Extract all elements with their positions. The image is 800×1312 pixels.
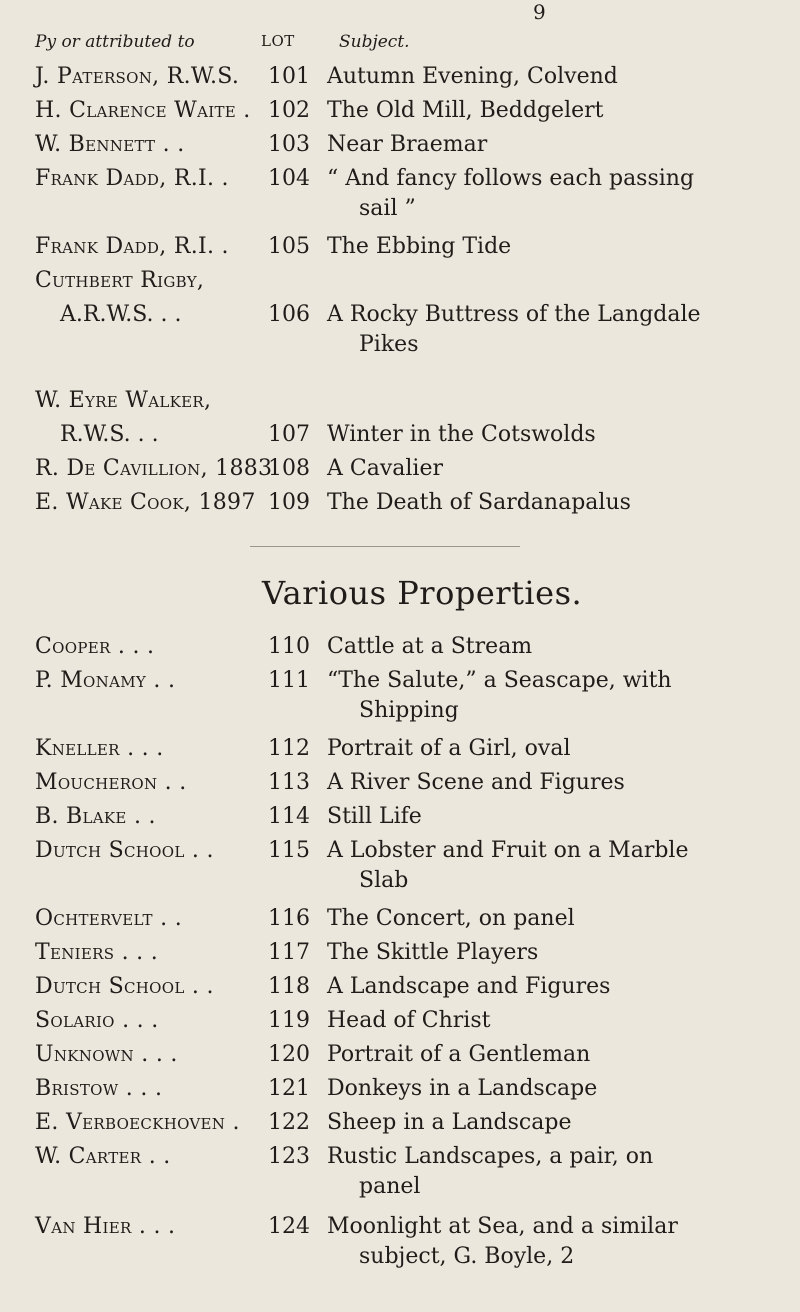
lot-subject: A Cavalier — [327, 456, 443, 481]
artist-name: H. Clarence Waite . — [35, 98, 251, 123]
lot-number: 108 — [268, 456, 310, 481]
lot-subject: Donkeys in a Landscape — [327, 1076, 598, 1101]
list-item — [0, 904, 800, 938]
lot-number: 122 — [268, 1110, 310, 1135]
artist-name: Ochtervelt . . — [35, 906, 183, 931]
list-item — [0, 1212, 800, 1276]
lot-subject — [327, 1212, 767, 1272]
artist-name: R.W.S. . . — [60, 422, 159, 447]
list-item — [0, 96, 800, 130]
lot-subject: Winter in the Cotswolds — [327, 422, 596, 447]
artist-name: A.R.W.S. . . — [60, 302, 182, 327]
artist-name: Solario . . . — [35, 1008, 159, 1033]
lot-subject: The Concert, on panel — [327, 906, 575, 931]
artist-name: P. Monamy . . — [35, 668, 176, 693]
list-item — [0, 62, 800, 96]
lot-number: 120 — [268, 1042, 310, 1067]
lot-subject: Still Life — [327, 804, 422, 829]
list-item — [0, 488, 800, 522]
lot-number: 107 — [268, 422, 310, 447]
artist-name: Dutch School . . — [35, 974, 214, 999]
header-artist: Py or attributed to — [35, 32, 195, 52]
lot-subject — [327, 836, 767, 896]
list-item — [0, 938, 800, 972]
header-subject: Subject. — [339, 32, 410, 52]
list-item — [0, 734, 800, 768]
artist-name: Frank Dadd, R.I. . — [35, 234, 229, 259]
lot-subject — [327, 666, 767, 726]
lot-subject: A Landscape and Figures — [327, 974, 611, 999]
lot-subject: The Ebbing Tide — [327, 234, 512, 259]
section-title: Various Properties. — [262, 574, 583, 612]
lot-number: 118 — [268, 974, 310, 999]
artist-name: Unknown . . . — [35, 1042, 178, 1067]
subject-line-2: Shipping — [359, 698, 459, 723]
artist-name: Bristow . . . — [35, 1076, 163, 1101]
subject-line-1: “ And fancy follows each passing — [327, 166, 695, 191]
list-item — [0, 768, 800, 802]
lot-number: 119 — [268, 1008, 310, 1033]
list-item — [0, 454, 800, 488]
section-divider — [250, 546, 520, 547]
lot-subject: Portrait of a Gentleman — [327, 1042, 591, 1067]
lot-subject: A River Scene and Figures — [327, 770, 625, 795]
artist-name: E. Wake Cook, 1897 — [35, 490, 256, 515]
lot-number: 117 — [268, 940, 310, 965]
list-item — [0, 266, 800, 300]
lot-number: 113 — [268, 770, 310, 795]
subject-line-1: “The Salute,” a Seascape, with — [327, 668, 672, 693]
artist-name: Moucheron . . — [35, 770, 187, 795]
page-number: 9 — [533, 0, 546, 24]
lot-subject: Sheep in a Landscape — [327, 1110, 572, 1135]
lot-subject: Autumn Evening, Colvend — [327, 64, 618, 89]
artist-name: Cuthbert Rigby, — [35, 268, 205, 293]
list-item — [0, 420, 800, 454]
lot-subject: Cattle at a Stream — [327, 634, 533, 659]
lot-number: 106 — [268, 302, 310, 327]
lot-number: 105 — [268, 234, 310, 259]
lot-subject: Portrait of a Girl, oval — [327, 736, 571, 761]
list-item — [0, 632, 800, 666]
list-item — [0, 666, 800, 730]
list-item — [0, 300, 800, 364]
subject-line-1: Moonlight at Sea, and a similar — [327, 1214, 678, 1239]
subject-line-2: Slab — [359, 868, 409, 893]
artist-name: Frank Dadd, R.I. . — [35, 166, 229, 191]
lot-number: 115 — [268, 838, 310, 863]
lot-subject — [327, 164, 767, 224]
list-item — [0, 1142, 800, 1206]
lot-number: 116 — [268, 906, 310, 931]
lot-number: 111 — [268, 668, 310, 693]
lot-subject — [327, 300, 767, 360]
artist-name: Kneller . . . — [35, 736, 164, 761]
artist-name: Dutch School . . — [35, 838, 214, 863]
lot-subject: Near Braemar — [327, 132, 488, 157]
lot-number: 109 — [268, 490, 310, 515]
subject-line-2: subject, G. Boyle, 2 — [359, 1244, 575, 1269]
artist-name: B. Blake . . — [35, 804, 156, 829]
list-item — [0, 130, 800, 164]
artist-name: E. Verboeckhoven . — [35, 1110, 240, 1135]
lot-number: 110 — [268, 634, 310, 659]
list-item — [0, 836, 800, 900]
subject-line-2: Pikes — [359, 332, 419, 357]
list-item — [0, 232, 800, 266]
subject-line-2: sail ” — [359, 196, 416, 221]
lot-subject: Head of Christ — [327, 1008, 491, 1033]
lot-number: 123 — [268, 1144, 310, 1169]
artist-name: Van Hier . . . — [35, 1214, 176, 1239]
lot-number: 114 — [268, 804, 310, 829]
lot-number: 101 — [268, 64, 310, 89]
subject-line-1: A Rocky Buttress of the Langdale — [327, 302, 701, 327]
subject-line-2: panel — [359, 1174, 421, 1199]
lot-number: 121 — [268, 1076, 310, 1101]
artist-name: J. Paterson, R.W.S. — [35, 64, 240, 89]
lot-subject: The Death of Sardanapalus — [327, 490, 631, 515]
lot-subject: The Old Mill, Beddgelert — [327, 98, 604, 123]
lot-number: 124 — [268, 1214, 310, 1239]
lot-number: 103 — [268, 132, 310, 157]
list-item — [0, 802, 800, 836]
list-item — [0, 1108, 800, 1142]
lot-number: 102 — [268, 98, 310, 123]
list-item — [0, 1006, 800, 1040]
lot-subject: The Skittle Players — [327, 940, 539, 965]
lot-number: 112 — [268, 736, 310, 761]
artist-name: W. Bennett . . — [35, 132, 185, 157]
list-item — [0, 1040, 800, 1074]
list-item — [0, 386, 800, 420]
lot-number: 104 — [268, 166, 310, 191]
subject-line-1: Rustic Landscapes, a pair, on — [327, 1144, 654, 1169]
list-item — [0, 1074, 800, 1108]
list-item — [0, 972, 800, 1006]
artist-name: R. De Cavillion, 1883 — [35, 456, 273, 481]
list-item — [0, 164, 800, 228]
artist-name: W. Eyre Walker, — [35, 388, 212, 413]
lot-subject — [327, 1142, 767, 1202]
artist-name: Cooper . . . — [35, 634, 155, 659]
header-lot: LOT — [261, 32, 295, 50]
subject-line-1: A Lobster and Fruit on a Marble — [327, 838, 689, 863]
artist-name: Teniers . . . — [35, 940, 159, 965]
artist-name: W. Carter . . — [35, 1144, 171, 1169]
